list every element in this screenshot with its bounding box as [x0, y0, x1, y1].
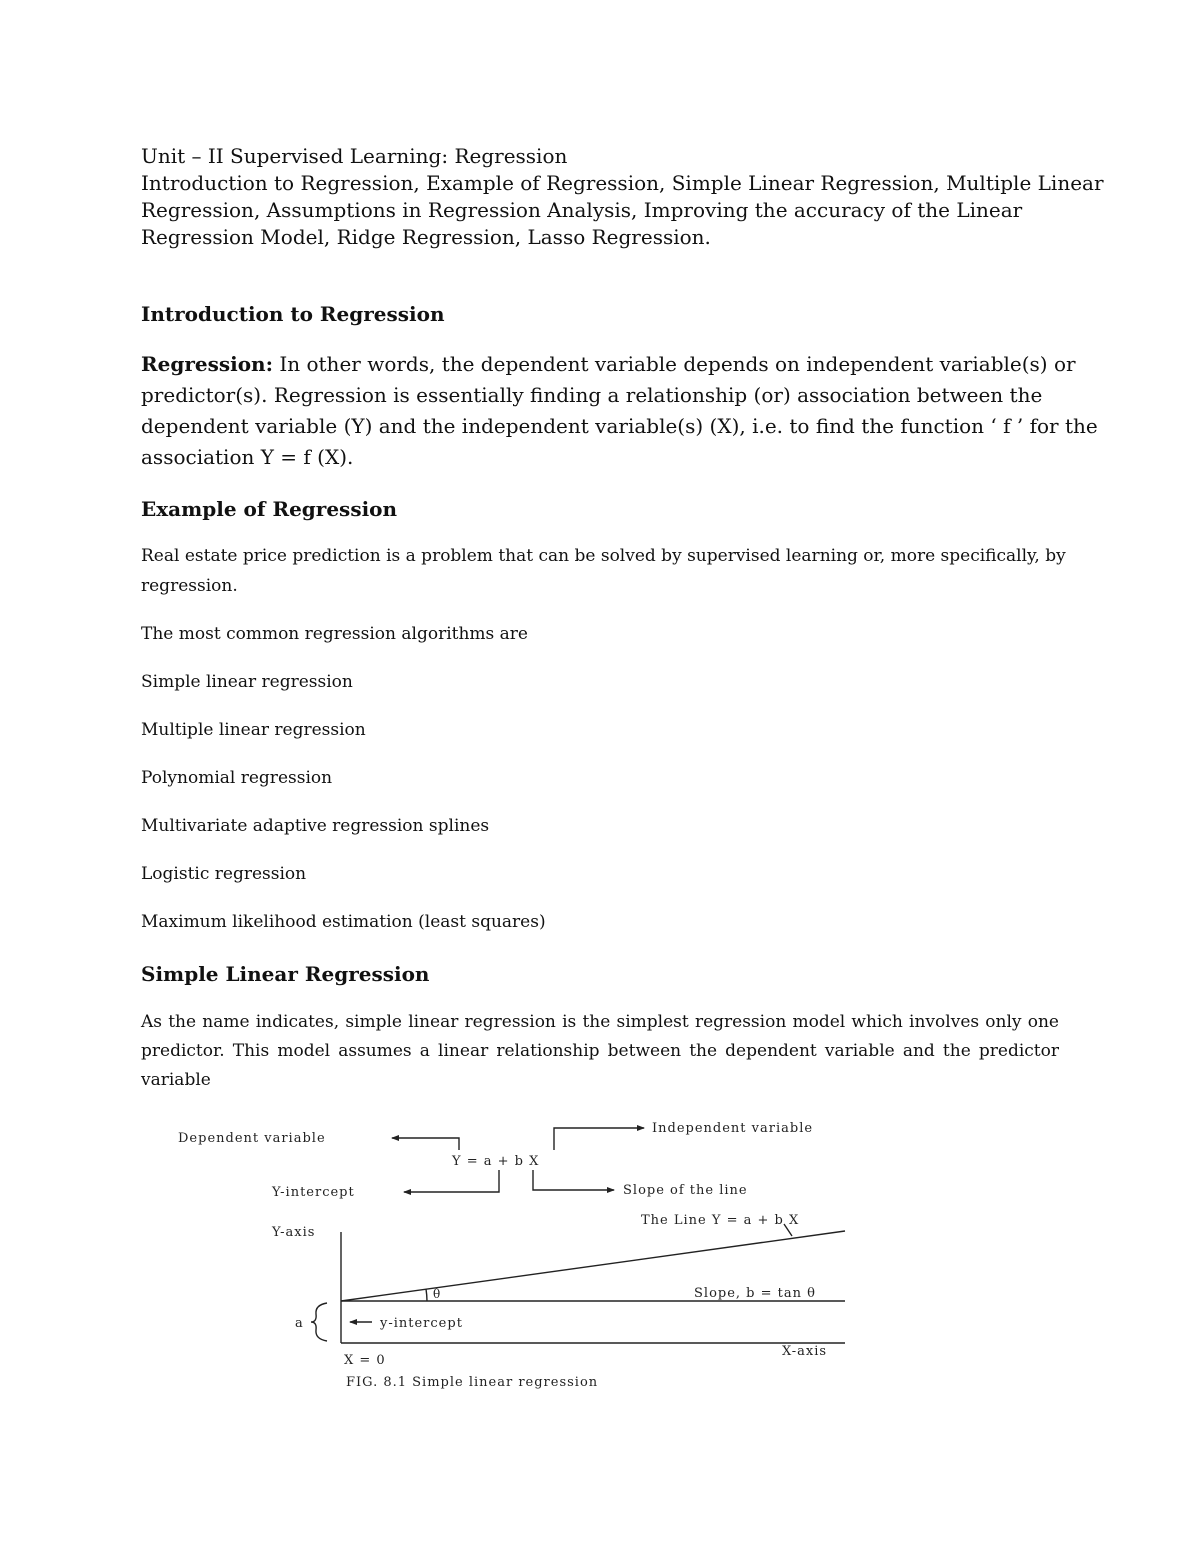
- slope-of-line-label: Slope of the line: [623, 1183, 748, 1198]
- algorithms-intro: The most common regression algorithms are: [141, 624, 528, 644]
- unit-title: Unit – II Supervised Learning: Regression: [141, 144, 568, 168]
- y-intercept-label: y-intercept: [380, 1316, 463, 1331]
- slr-paragraph: As the name indicates, simple linear regression is the simplest regression model which involves only one predictor. This model assumes a linear relationship between the dependent variable and the predictor variable: [141, 1012, 1059, 1090]
- algorithm-item: Polynomial regression: [141, 768, 333, 788]
- intro-line-3: dependent variable (Y) and the independent variable(s) (X), i.e. to find the function ‘ f ’ for the: [141, 414, 1098, 438]
- a-label: a: [295, 1316, 303, 1331]
- algorithm-item: Maximum likelihood estimation (least squares): [141, 912, 546, 932]
- topics-line-1: Introduction to Regression, Example of Regression, Simple Linear Regression, Multiple Linear: [141, 171, 1104, 195]
- intro-line-2: predictor(s). Regression is essentially finding a relationship (or) association between the: [141, 383, 1043, 407]
- dependent-variable-label: Dependent variable: [178, 1131, 326, 1146]
- y-intercept-top-label: Y-intercept: [272, 1185, 355, 1200]
- x-zero-label: X = 0: [344, 1353, 386, 1368]
- y-axis-label: Y-axis: [272, 1225, 316, 1240]
- algorithm-item: Logistic regression: [141, 864, 307, 884]
- equation-label: Y = a + b X: [452, 1154, 540, 1169]
- topics-line-2: Regression, Assumptions in Regression Analysis, Improving the accuracy of the Linear: [141, 198, 1023, 222]
- intro-line-4: association Y = f (X).: [141, 445, 354, 469]
- algorithm-item: Multiple linear regression: [141, 720, 366, 740]
- example-heading: Example of Regression: [141, 497, 398, 521]
- y-intercept-arrow: [404, 1170, 499, 1192]
- slr-heading: Simple Linear Regression: [141, 962, 430, 986]
- intro-heading: Introduction to Regression: [141, 302, 445, 326]
- topics-line-3: Regression Model, Ridge Regression, Lasso Regression.: [141, 225, 711, 249]
- regression-line-label: The Line Y = a + b X: [641, 1213, 800, 1228]
- slope-arrow: [533, 1170, 614, 1190]
- independent-variable-arrow: [554, 1128, 644, 1150]
- intercept-brace: [311, 1303, 327, 1341]
- algorithm-item: Multivariate adaptive regression splines: [141, 816, 490, 836]
- dependent-variable-arrow: [392, 1138, 459, 1150]
- algorithm-item: Simple linear regression: [141, 672, 353, 692]
- intro-line-1-text: In other words, the dependent variable depends on independent variable(s) or: [272, 352, 1076, 376]
- example-line-2: regression.: [141, 576, 238, 596]
- figure-caption: FIG. 8.1 Simple linear regression: [346, 1375, 599, 1390]
- regression-term: Regression:: [141, 352, 273, 376]
- x-axis-label: X-axis: [782, 1344, 828, 1359]
- independent-variable-label: Independent variable: [652, 1121, 814, 1136]
- example-line-1: Real estate price prediction is a problem that can be solved by supervised learning or, more specifically, by: [141, 546, 1066, 566]
- slope-formula-label: Slope, b = tan θ: [694, 1286, 816, 1301]
- theta-label: θ: [433, 1287, 441, 1301]
- theta-arc: [426, 1289, 427, 1301]
